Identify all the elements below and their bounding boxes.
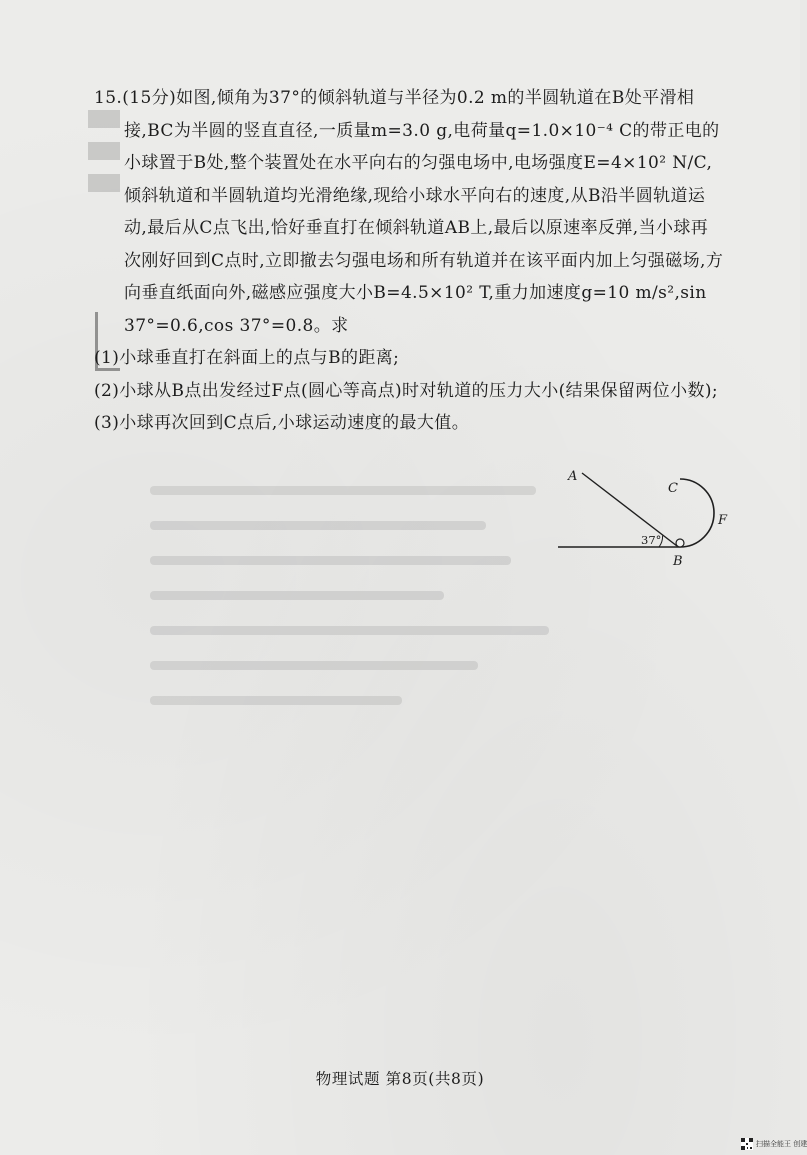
semicircle-track xyxy=(680,479,714,547)
angle-label: 37° xyxy=(641,533,662,547)
sub-question-2: (2)小球从B点出发经过F点(圆心等高点)时对轨道的压力大小(结果保留两位小数); xyxy=(94,380,719,401)
sub-question-3: (3)小球再次回到C点后,小球运动速度的最大值。 xyxy=(94,413,470,433)
sub-question-1: (1)小球垂直打在斜面上的点与B的距离; xyxy=(94,348,400,368)
question-stem: 15.(15分)如图,倾角为37°的倾斜轨道与半径为0.2 m的半圆轨道在B处平滑相接,BC为半圆的竖直直径,一质量m=3.0 g,电荷量q=1.0×10⁻⁴ C的带正电的小球置于B处,整个装置处在水平向右的匀强电场中,电场强度E=4×10² N/C,倾斜轨道和半圆轨道均光滑绝缘,现给小球水平向右的速度,从B沿半圆轨道运动,最后从C点飞出,恰好垂直打在倾斜轨道AB上,最后以原速率反弹,当小球再次刚好回到C点时,立即撤去匀强电场和所有轨道并在该平面内加上匀强磁场,方向垂直纸面向外,磁感应强度大小B=4.5×10² T,重力加速度g=10 m/s²,sin 37°=0.6,cos 37°=0.8。求 xyxy=(94,88,724,336)
qr-code-icon xyxy=(741,1138,753,1150)
incline-ab xyxy=(582,473,677,546)
label-a: A xyxy=(568,469,578,484)
bleed-through-text xyxy=(150,460,570,760)
page-footer: 物理试题 第8页(共8页) xyxy=(315,1070,485,1088)
track-diagram xyxy=(556,466,736,576)
question-15 xyxy=(94,82,724,440)
ball xyxy=(676,539,684,547)
label-f: F xyxy=(718,513,728,528)
label-c: C xyxy=(668,481,678,496)
scanner-watermark: 扫描全能王 创建 xyxy=(756,1140,807,1148)
label-b: B xyxy=(673,554,683,569)
